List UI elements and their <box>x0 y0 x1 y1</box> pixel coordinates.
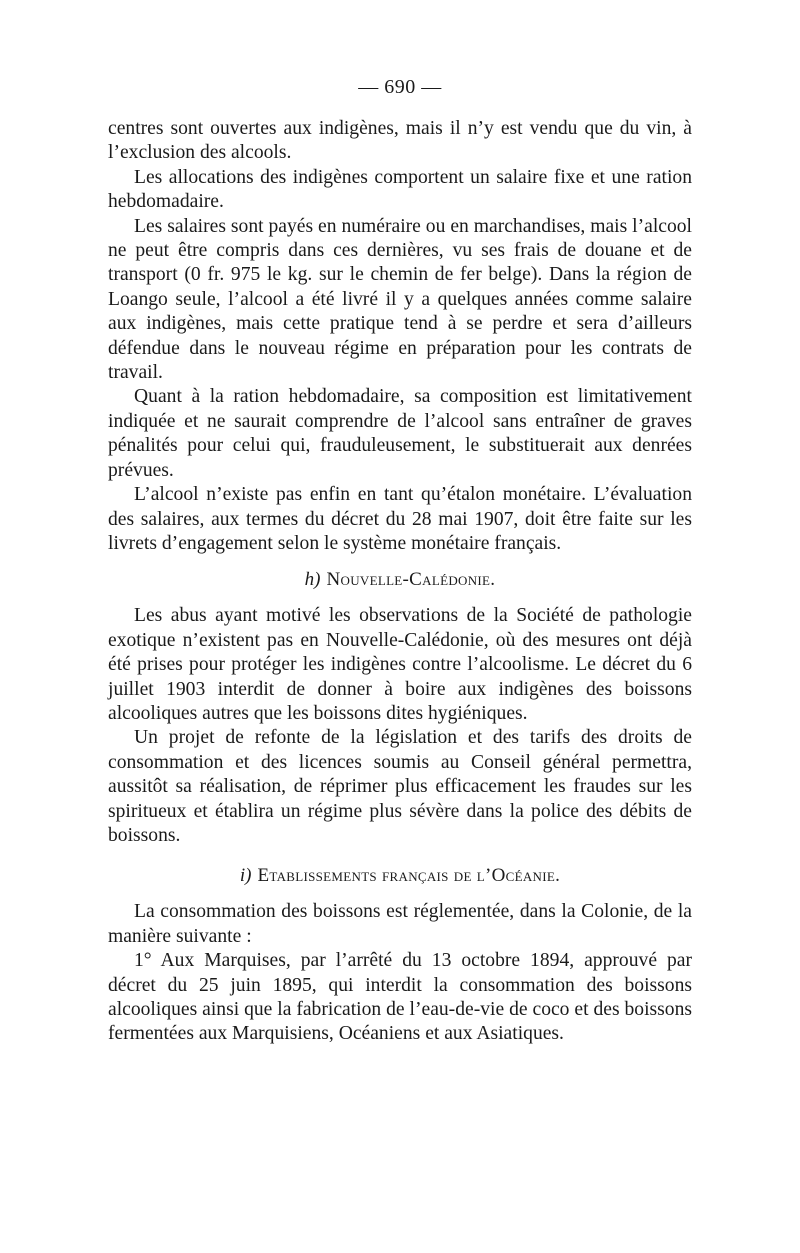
paragraph: Les allocations des indigènes comportent un salaire fixe et une ration hebdomadaire. <box>108 166 692 213</box>
paragraph: Un projet de refonte de la législation et des tarifs des droits de consommation et des licences soumis au Conseil général permettra, aussitôt sa réalisation, de réprimer plus efficacement les fraudes sur les spiritueux et établira un régime plus sévère dans la police des débits de boissons. <box>108 727 692 846</box>
section-title: Nouvelle-Calédonie. <box>326 569 496 591</box>
section-heading-nouvelle-caledonie <box>108 568 692 592</box>
section-title: Etablissements français de l’Océanie. <box>257 865 561 887</box>
section-heading-oceanie <box>108 864 692 888</box>
paragraph: Quant à la ration hebdomadaire, sa composition est limitativement indiquée et ne saurait comprendre de l’alcool sans entraîner de graves pénalités pour celui qui, frauduleusement, le substituerait aux denrées prévues. <box>108 386 692 481</box>
section-letter: h) <box>304 569 321 591</box>
paragraph: La consommation des boissons est réglementée, dans la Colonie, de la manière suivante : <box>108 901 692 947</box>
paragraph: Les abus ayant motivé les observations de la Société de pathologie exotique n’existent pas en Nouvelle-Calédonie, où des mesures ont déjà été prises pour protéger les indigènes contre l’alcoolisme. Le décret du 6 juillet 1903 interdit de donner à boire aux indigènes des boissons alcooliques autres que les boissons dites hygiéniques. <box>108 605 692 724</box>
paragraph: L’alcool n’existe pas enfin en tant qu’étalon monétaire. L’évaluation des salaires, aux termes du décret du 28 mai 1907, doit être faite sur les livrets d’engagement selon le système monétaire français. <box>108 484 692 554</box>
paragraph: 1° Aux Marquises, par l’arrêté du 13 octobre 1894, approuvé par décret du 25 juin 1895, qui interdit la consommation des boissons alcooliques ainsi que la fabrication de l’eau-de-vie de coco et des boissons fermentées aux Marquisiens, Océaniens et aux Asiatiques. <box>108 950 692 1045</box>
body-text <box>108 117 692 1047</box>
section-letter: i) <box>239 865 252 887</box>
paragraph: centres sont ouvertes aux indigènes, mais il n’y est vendu que du vin, à l’exclusion des alcools. <box>108 118 692 164</box>
paragraph: Les salaires sont payés en numéraire ou en marchandises, mais l’alcool ne peut être compris dans ces dernières, vu ses frais de douane et de transport (0 fr. 975 le kg. sur le chemin de fer belge). Dans la région de Loango seule, l’alcool a été livré il y a quelques années comme salaire aux indigènes, mais cette pratique tend à se perdre et sera d’ailleurs défendue dans le nouveau régime en préparation pour les contrats de travail. <box>108 215 692 384</box>
page-number: — 690 — <box>358 76 442 98</box>
